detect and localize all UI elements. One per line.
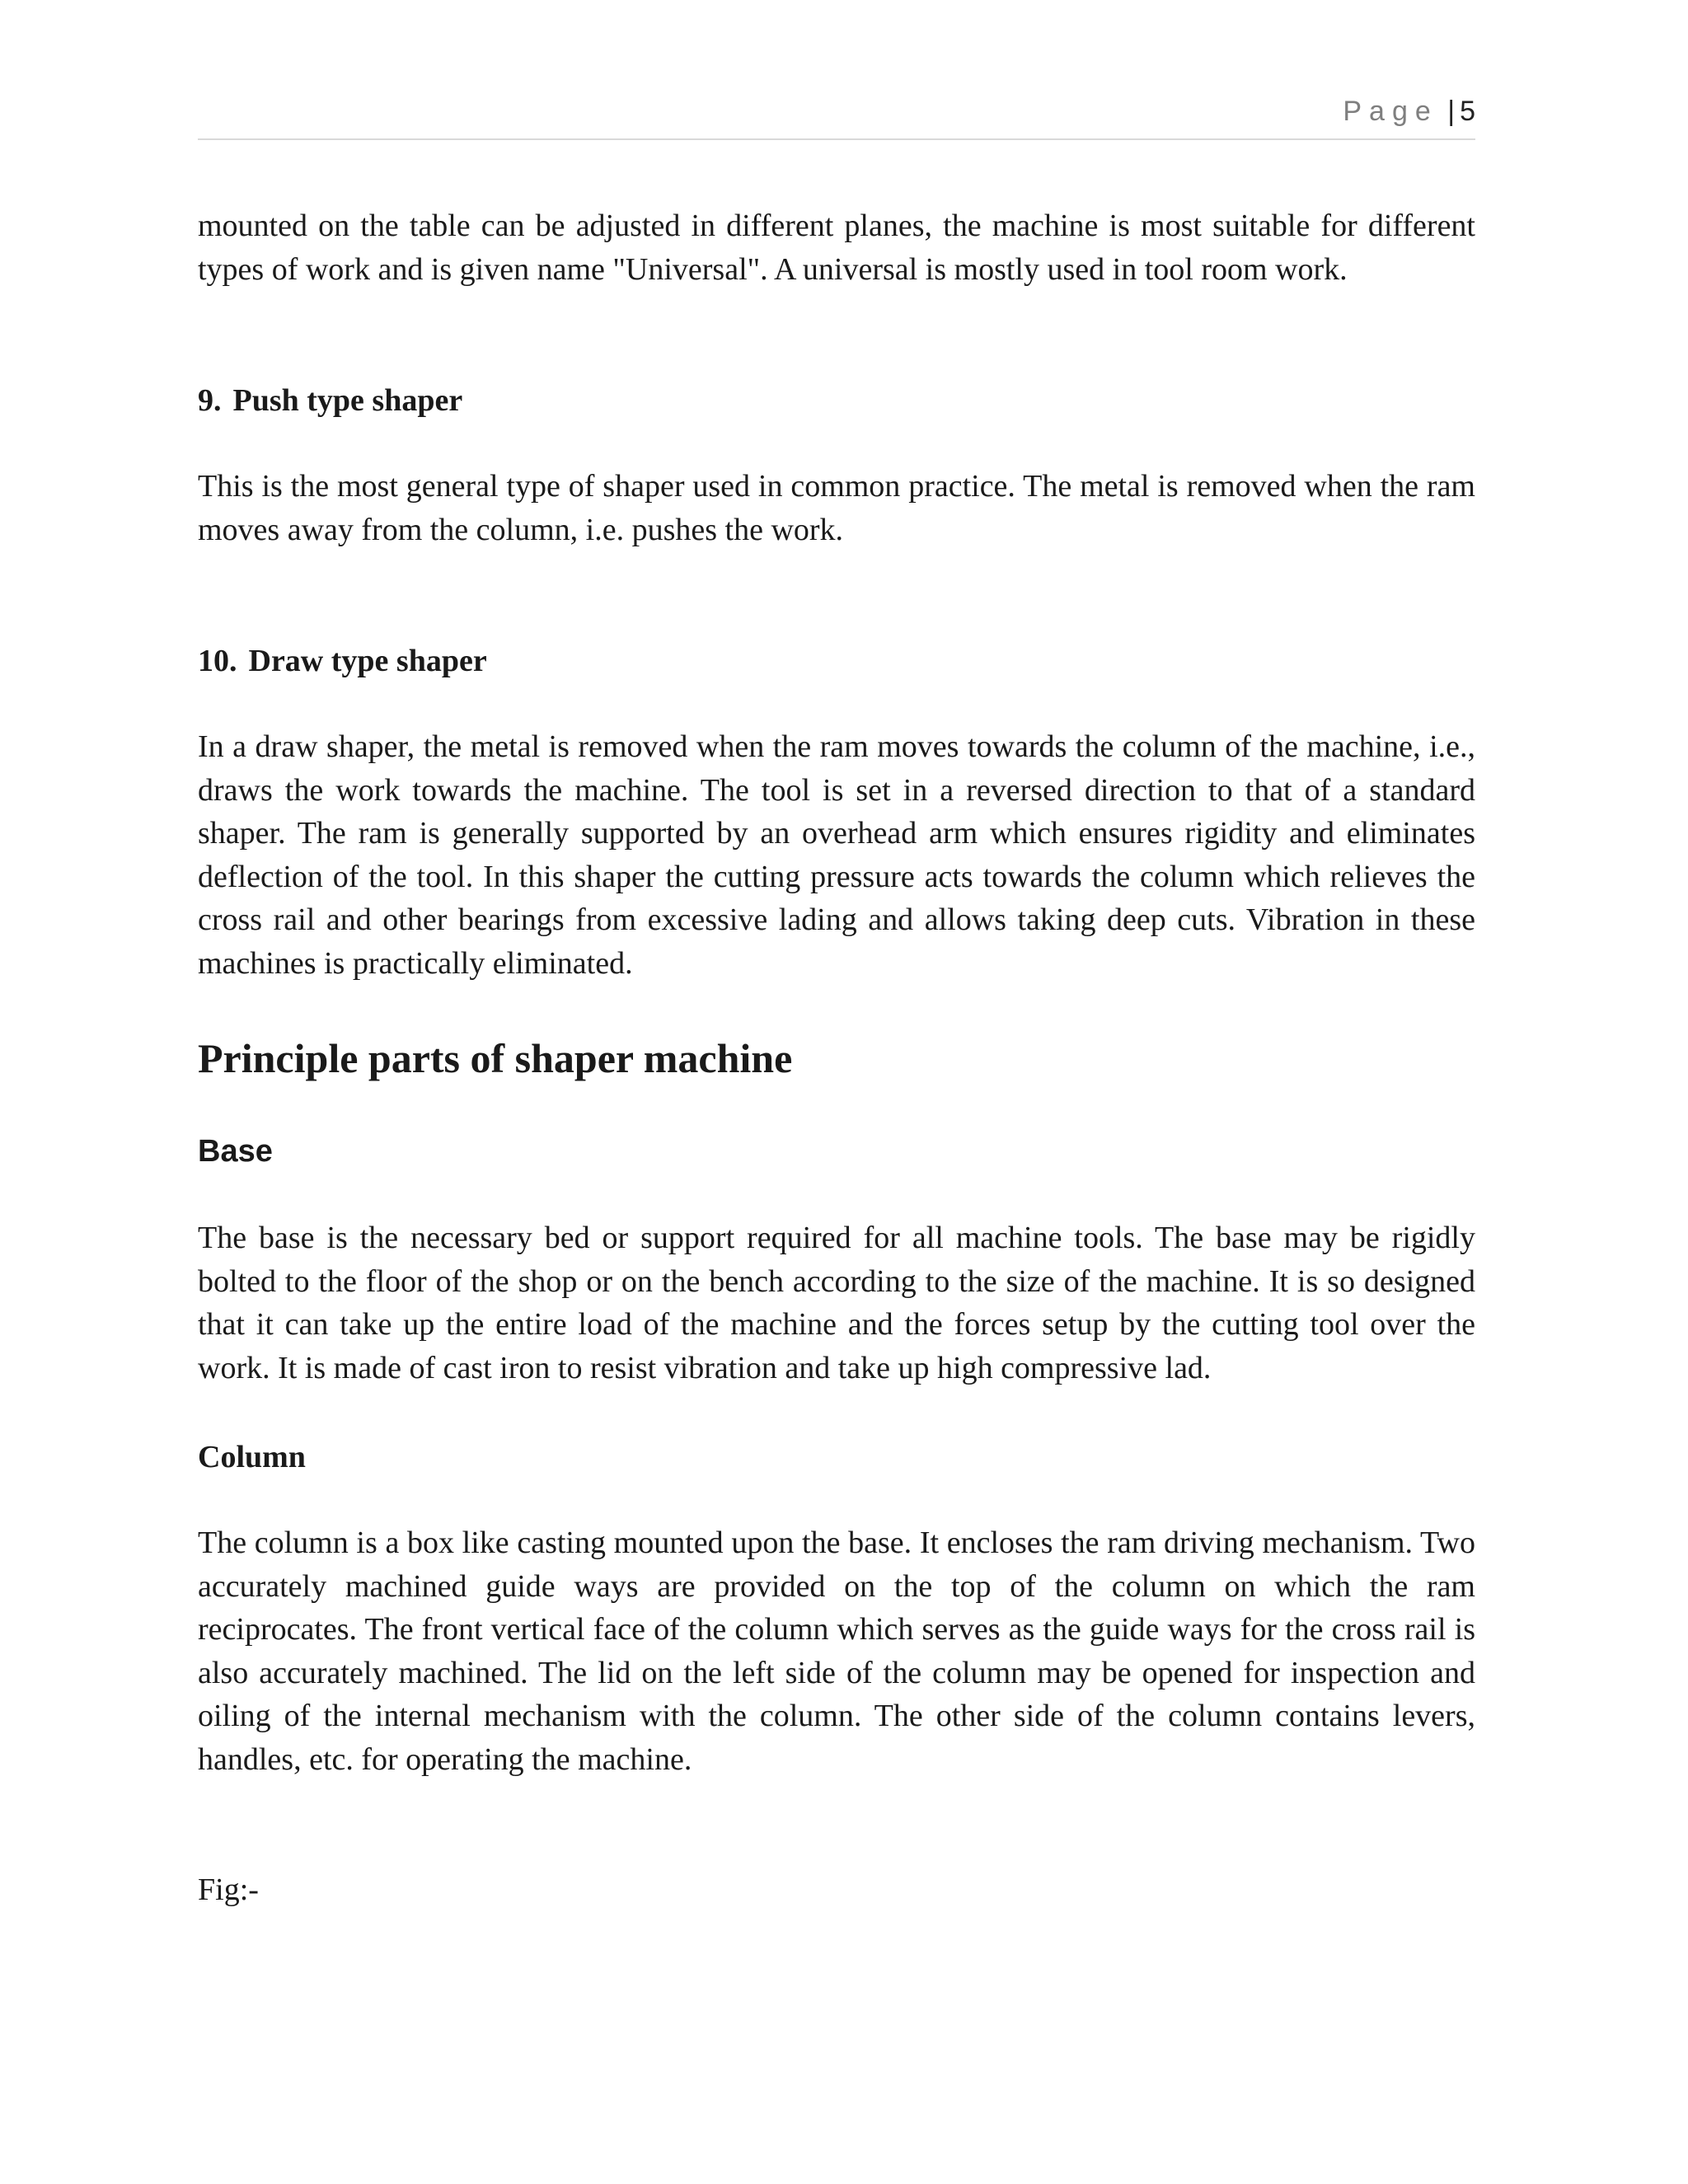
heading-base: Base <box>198 1134 273 1169</box>
heading-number: 10. <box>198 644 237 678</box>
paragraph-column: The column is a box like casting mounted upon the base. It encloses the ram driving mechanism. Two accurately machined guide ways are provided on the top of the column on which the ram reciprocates. The front vertical face of the column which serves as the guide ways for the cross rail is also accurately machined. The lid on the left side of the column may be opened for inspection and oiling of the internal mechanism with the column. The other side of the column contains levers, handles, etc. for operating the machine. <box>198 1526 1475 1777</box>
page-number-value: 5 <box>1460 96 1475 127</box>
page-separator: | <box>1447 96 1456 127</box>
paragraph-universal-continued: mounted on the table can be adjusted in different planes, the machine is most suitable for different types of work and is given name "Universal". A universal is mostly used in tool room work. <box>198 209 1475 287</box>
heading-push-type-shaper <box>198 379 462 422</box>
heading-draw-type-shaper <box>198 640 487 682</box>
figure-label: Fig:- <box>198 1872 259 1907</box>
heading-column: Column <box>198 1440 306 1474</box>
paragraph-draw-type: In a draw shaper, the metal is removed when the ram moves towards the column of the machine, i.e., draws the work towards the machine. The tool is set in a reversed direction to that of a standard shaper. The ram is generally supported by an overhead arm which ensures rigidity and eliminates deflection of the tool. In this shaper the cutting pressure acts towards the column which relieves the cross rail and other bearings from excessive lading and allows taking deep cuts. Vibration in these machines is practically eliminated. <box>198 729 1475 981</box>
paragraph-base: The base is the necessary bed or support required for all machine tools. The base may be rigidly bolted to the floor of the shop or on the bench according to the size of the machine. It is so designed that it can take up the entire load of the machine and the forces setup by the cutting tool over the work. It is made of cast iron to resist vibration and take up high compressive lad. <box>198 1221 1475 1385</box>
heading-text: Draw type shaper <box>248 644 487 678</box>
heading-text: Push type shaper <box>232 383 463 418</box>
heading-number: 9. <box>198 383 222 418</box>
paragraph-push-type: This is the most general type of shaper used in common practice. The metal is removed when the ram moves away from the column, i.e. pushes the work. <box>198 469 1475 547</box>
page-number <box>1343 97 1475 125</box>
section-title: Principle parts of shaper machine <box>198 1035 793 1081</box>
page-header <box>198 97 1475 140</box>
page-word: Page <box>1343 96 1438 127</box>
